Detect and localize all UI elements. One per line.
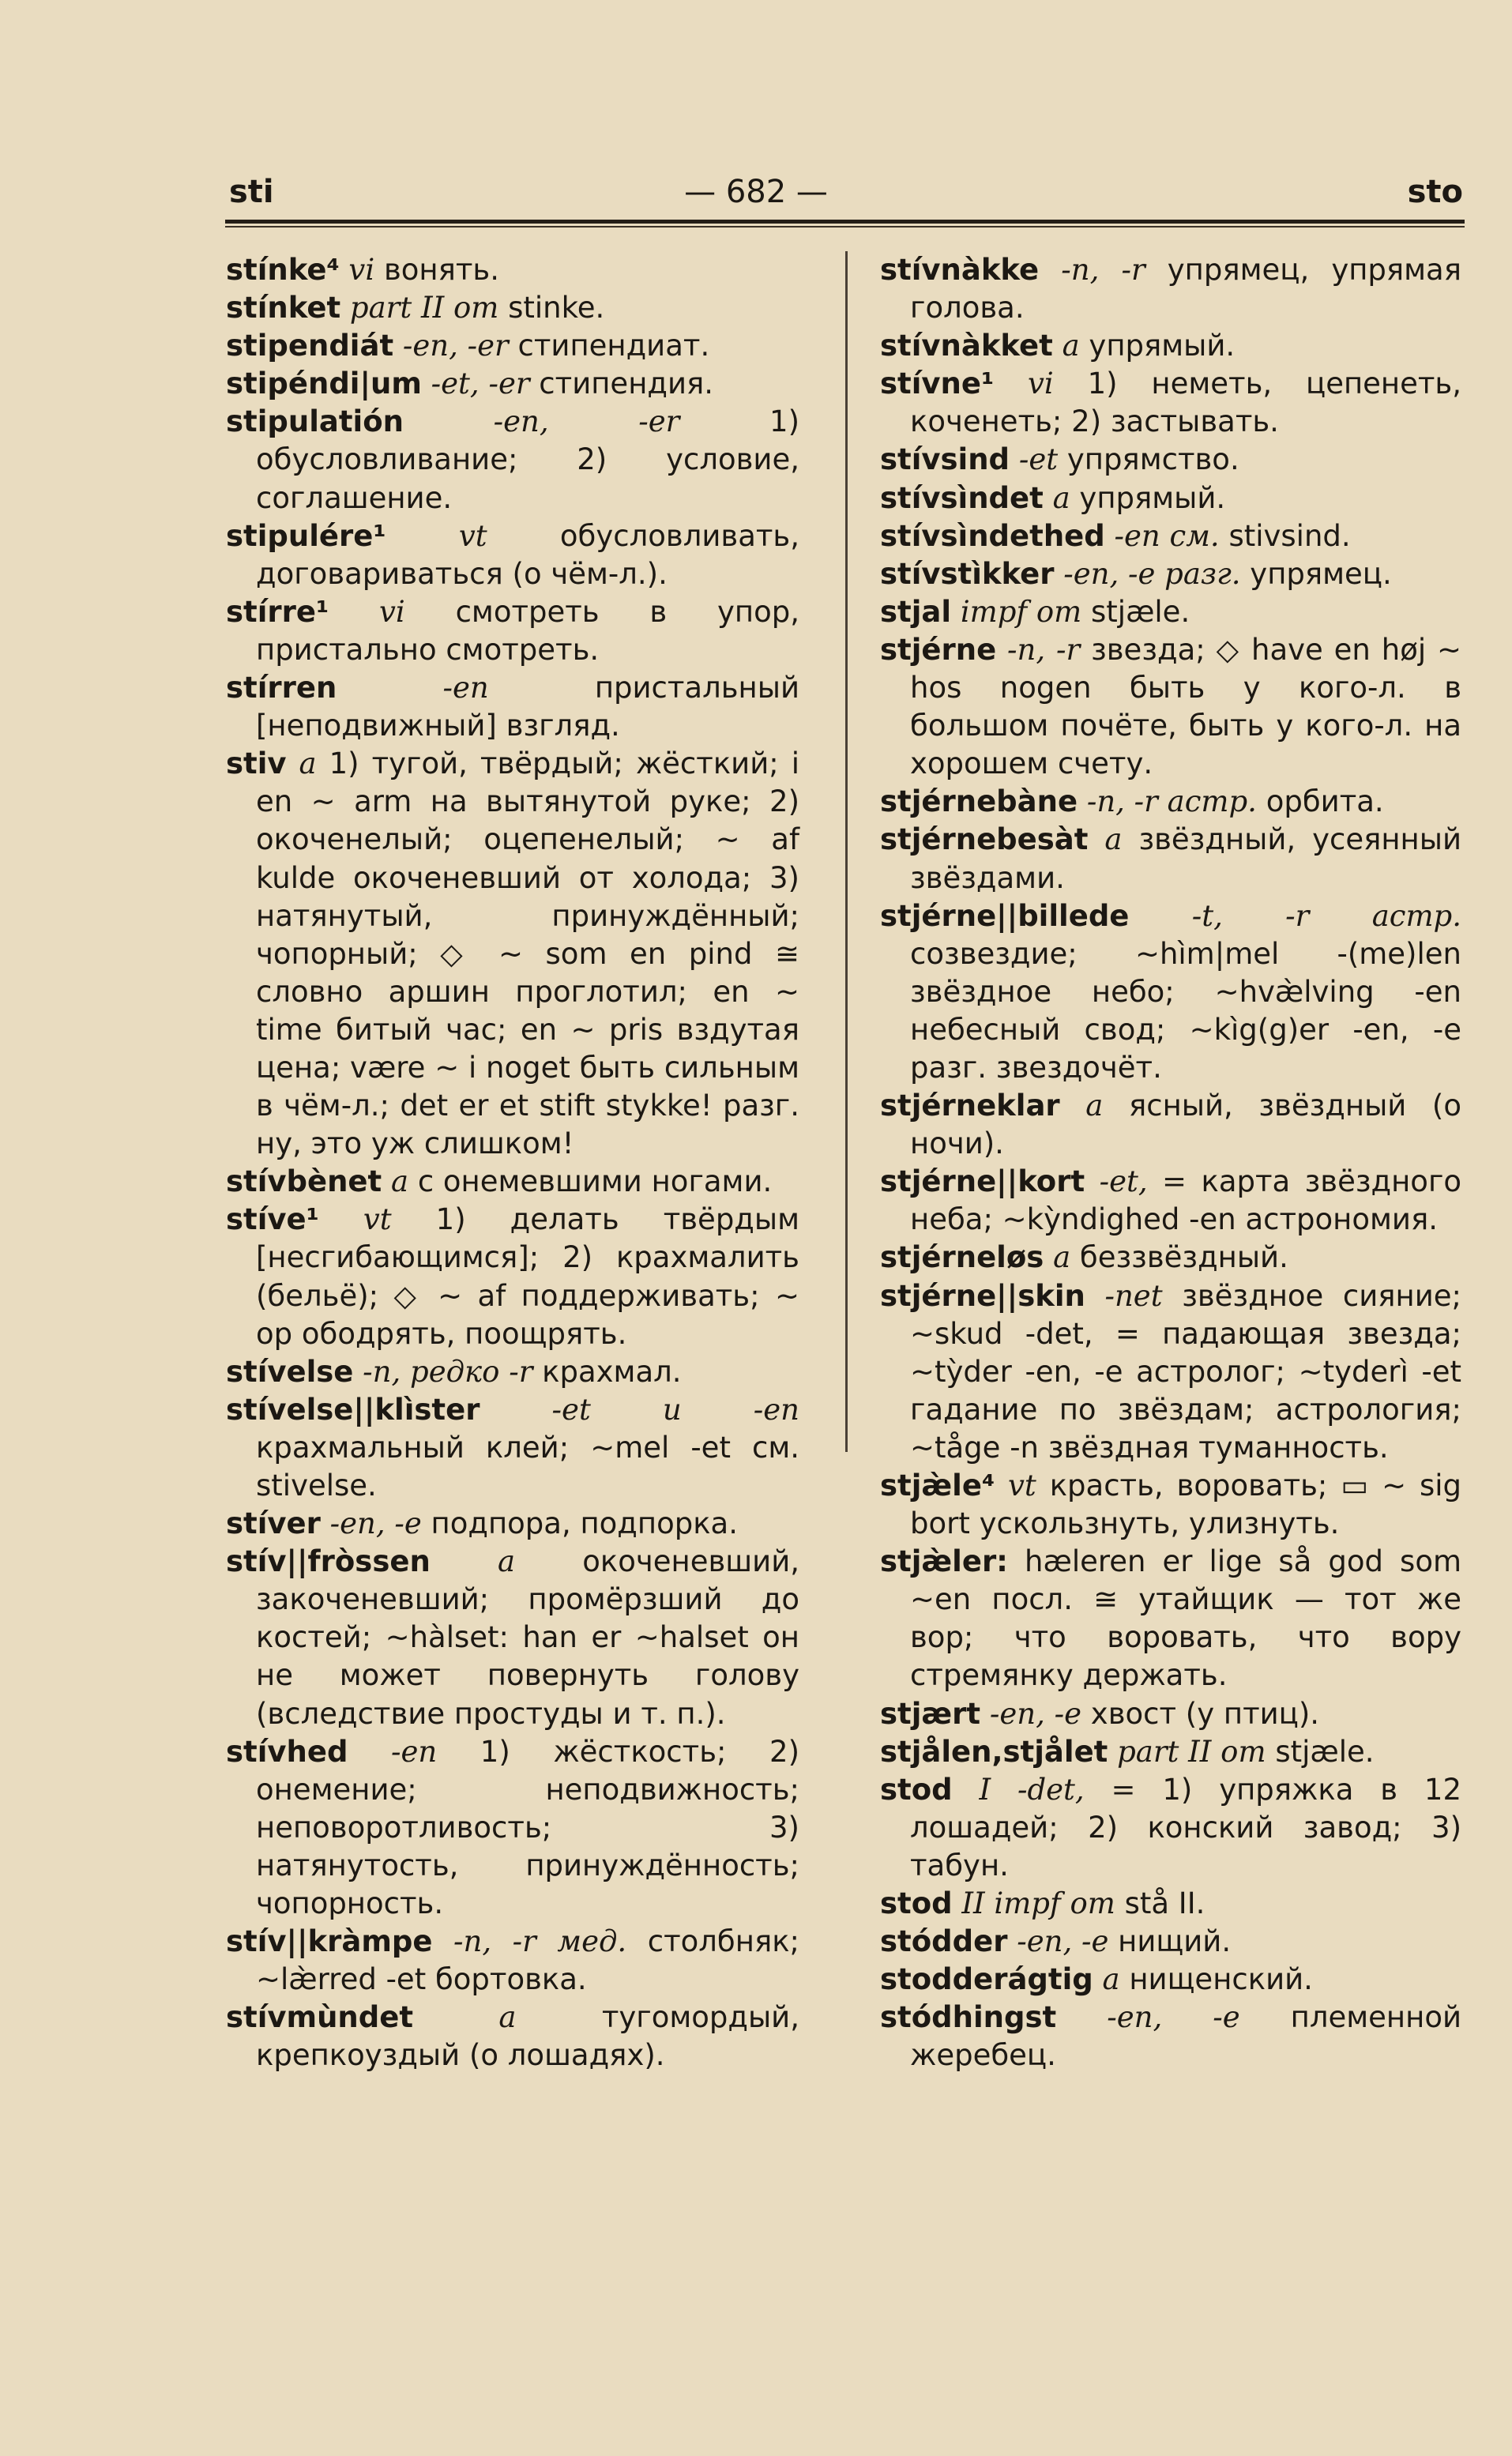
entry-grammar: -n, -r мед. xyxy=(453,1924,627,1959)
dictionary-entry xyxy=(866,1695,1461,1733)
dictionary-entry xyxy=(866,517,1461,555)
entry-definition: stjæle. xyxy=(1091,594,1190,629)
entry-headword: stjérne||kort xyxy=(880,1164,1085,1199)
entry-definition: 1) делать твёрдым [несгибающимся]; 2) крахмалить (бельё); ◇ ~ af поддерживать; ~ op ободрять, поощрять. xyxy=(256,1202,800,1351)
header-rule-thin xyxy=(225,226,1465,228)
entry-definition: stivsind. xyxy=(1228,518,1351,553)
entry-headword: stívne¹ xyxy=(880,367,995,401)
header-guide-word-left: sti xyxy=(229,174,274,210)
entry-grammar: a xyxy=(1053,1240,1071,1275)
entry-grammar: vi xyxy=(1028,367,1054,401)
page-number: — 682 — xyxy=(684,174,828,210)
entry-definition: звезда; ◇ have en høj ~ hos nogen быть у кого-л. в большом почёте, быть у кого-л. на хорошем счету. xyxy=(910,632,1461,781)
dictionary-entry xyxy=(212,1505,799,1543)
entry-grammar: a xyxy=(299,747,317,781)
entry-definition: упрямец. xyxy=(1250,556,1392,591)
entry-definition: стипендия. xyxy=(539,367,714,401)
dictionary-entry xyxy=(212,1543,799,1732)
entry-headword: stipéndi|um xyxy=(226,367,422,401)
column-divider xyxy=(845,251,848,1452)
entry-definition: стипендиат. xyxy=(517,329,710,363)
entry-headword: stívsìndethed xyxy=(880,518,1105,553)
entry-definition: hæleren er lige så god som ~en посл. ≅ утайщик — тот же вор; что воровать, что вору стремянку держать. xyxy=(910,1544,1461,1693)
entry-grammar: -et и -en xyxy=(551,1392,799,1427)
dictionary-entry xyxy=(866,1163,1461,1239)
dictionary-entry xyxy=(212,1999,799,2074)
entry-grammar: -en, -er xyxy=(493,404,680,439)
dictionary-entry xyxy=(866,1087,1461,1163)
entry-definition: крахмальный клей; ~mel -et см. stivelse. xyxy=(256,1430,799,1503)
entry-headword: stod xyxy=(880,1886,953,1921)
entry-grammar: -en, -e разг. xyxy=(1063,556,1241,591)
entry-definition: 1) неметь, цепенеть, коченеть; 2) застывать. xyxy=(910,367,1461,439)
entry-headword: stív||kràmpe xyxy=(226,1924,433,1959)
entry-headword: stívbènet xyxy=(226,1164,382,1199)
entry-definition: красть, воровать; ▭ ~ sig bort ускользнуть, улизнуть. xyxy=(910,1469,1461,1541)
entry-definition: нищенский. xyxy=(1129,1962,1313,1997)
entry-definition: с онемевшими ногами. xyxy=(417,1164,773,1199)
header-rule xyxy=(225,220,1465,224)
entry-definition: упрямец, упрямая голова. xyxy=(910,253,1461,325)
entry-definition: окоченевший, закоченевший; промёрзший до костей; ~hàlset: han er ~halset он не может повернуть голову (вследствие простуды и т. п.). xyxy=(256,1544,800,1731)
entry-headword: stodderágtig xyxy=(880,1962,1093,1997)
entry-grammar: vt xyxy=(458,518,487,553)
entry-grammar: -et xyxy=(1018,442,1059,477)
dictionary-entry xyxy=(866,821,1461,897)
right-column xyxy=(866,251,1461,2075)
dictionary-entry xyxy=(212,1353,799,1391)
entry-headword: stjæ̀le⁴ xyxy=(880,1469,995,1503)
dictionary-entry xyxy=(212,365,799,403)
entry-grammar: vi xyxy=(348,253,375,287)
dictionary-entry xyxy=(866,251,1461,327)
entry-grammar: a xyxy=(1062,329,1080,363)
entry-definition: карта звёздного неба; ~kỳndighed -en астрономия. xyxy=(910,1164,1462,1237)
entry-definition: племенной жеребец. xyxy=(910,2000,1462,2073)
dictionary-entry xyxy=(866,1961,1461,1999)
entry-headword: stívstìkker xyxy=(880,556,1055,591)
entry-headword: stínket xyxy=(226,291,341,325)
dictionary-entry xyxy=(866,555,1461,593)
dictionary-entry xyxy=(212,327,799,365)
entry-definition: 1) тугой, твёрдый; жёсткий; i en ~ arm на вытянутой руке; 2) окоченелый; оцепенелый; ~ af kulde окоченевший от холода; 3) натянутый, принуждённый; чопорный; ◇ ~ som en pind ≅ словно аршин проглотил; en ~ time битый час; en ~ pris вздутая цена; være ~ i noget быть сильным в чём-л.; det er et stift stykke! разг. ну, это уж слишком! xyxy=(256,747,800,1161)
entry-grammar: -en xyxy=(442,671,489,705)
dictionary-entry xyxy=(866,1277,1461,1467)
entry-grammar: part II om xyxy=(1117,1734,1266,1769)
entry-grammar: impf om xyxy=(960,594,1082,629)
entry-headword: stjålen,stjålet xyxy=(880,1734,1108,1769)
dictionary-entry xyxy=(212,1163,799,1201)
entry-grammar: -net xyxy=(1104,1278,1163,1313)
entry-definition: упрямый. xyxy=(1089,329,1236,363)
entry-definition: звёздный, усеянный звёздами. xyxy=(910,822,1462,895)
entry-headword: stívhed xyxy=(226,1734,348,1769)
dictionary-entry xyxy=(212,1923,799,1999)
entry-definition: обусловливать, договариваться (о чём-л.). xyxy=(256,518,800,591)
entry-headword: stírren xyxy=(226,671,337,705)
entry-headword: stiv xyxy=(226,747,287,781)
entry-grammar: vi xyxy=(379,594,405,629)
entry-definition: орбита. xyxy=(1266,784,1384,819)
entry-grammar: -n, редко -r xyxy=(363,1354,533,1389)
entry-headword: stod xyxy=(880,1772,953,1807)
dictionary-entry xyxy=(212,251,799,289)
entry-grammar: a xyxy=(1104,822,1123,857)
entry-grammar: a xyxy=(1052,480,1070,515)
entry-definition: stå II. xyxy=(1124,1886,1205,1921)
entry-definition: stinke. xyxy=(508,291,605,325)
entry-definition: звёздное сияние; ~skud -det, = падающая звезда; ~tỳder -en, -e астролог; ~tyderì -et гадание по звёздам; астрология; ~tåge -n звёздная туманность. xyxy=(910,1278,1461,1465)
entry-definition: подпора, подпорка. xyxy=(431,1506,738,1541)
entry-grammar: -en см. xyxy=(1114,518,1220,553)
entry-headword: stódhingst xyxy=(880,2000,1057,2035)
entry-grammar: a xyxy=(390,1164,409,1199)
entry-headword: stipendiát xyxy=(226,329,394,363)
entry-grammar: -en, -er xyxy=(402,329,509,363)
entry-grammar: II impf om xyxy=(961,1886,1115,1921)
entry-definition: 1) обусловливание; 2) условие, соглашение. xyxy=(256,404,800,515)
dictionary-entry xyxy=(212,1391,799,1505)
entry-headword: stínke⁴ xyxy=(226,253,340,287)
header-guide-word-right: sto xyxy=(1407,174,1463,210)
entry-grammar: a xyxy=(498,2000,517,2035)
entry-grammar: a xyxy=(1102,1962,1120,1997)
entry-headword: stjérne||billede xyxy=(880,898,1130,933)
entry-headword: stjal xyxy=(880,594,952,629)
entry-headword: stjérne xyxy=(880,632,997,667)
dictionary-entry xyxy=(866,783,1461,821)
entry-grammar: -en, -e xyxy=(989,1696,1082,1731)
entry-definition: тугомордый, крепкоуздый (о лошадях). xyxy=(256,2000,799,2073)
entry-headword: stjæ̀ler: xyxy=(880,1544,1008,1579)
dictionary-entry xyxy=(866,327,1461,365)
entry-definition: смотреть в упор, пристально смотреть. xyxy=(256,594,800,667)
entry-headword: stív||fròssen xyxy=(226,1544,431,1579)
entry-definition: крахмал. xyxy=(542,1354,682,1389)
entry-grammar: -en xyxy=(391,1734,438,1769)
dictionary-entry xyxy=(212,593,799,669)
entry-headword: stívnàkke xyxy=(880,253,1040,287)
entry-definition: упрямый. xyxy=(1079,480,1226,515)
entry-grammar: -et, -er xyxy=(431,367,530,401)
entry-headword: stipulére¹ xyxy=(226,518,386,553)
entry-definition: упрямство. xyxy=(1066,442,1239,477)
dictionary-entry xyxy=(212,517,799,593)
entry-definition: ясный, звёздный (о ночи). xyxy=(910,1089,1462,1161)
entry-grammar: -t, -r астр. xyxy=(1191,898,1462,933)
entry-grammar: a xyxy=(498,1544,516,1579)
dictionary-entry xyxy=(866,1999,1461,2074)
entry-definition: хвост (у птиц). xyxy=(1090,1696,1320,1731)
entry-headword: stívmùndet xyxy=(226,2000,414,2035)
entry-headword: stívsind xyxy=(880,442,1010,477)
dictionary-entry xyxy=(212,403,799,517)
entry-definition: столбняк; ~læ̀rred -et бортовка. xyxy=(256,1924,800,1997)
dictionary-entry xyxy=(866,1771,1461,1885)
dictionary-entry xyxy=(212,745,799,1163)
entry-definition: вонять. xyxy=(383,253,499,287)
entry-grammar: -et, = xyxy=(1099,1164,1187,1199)
entry-headword: stjérnebesàt xyxy=(880,822,1089,857)
entry-definition: stjæle. xyxy=(1275,1734,1375,1769)
entry-definition: нищий. xyxy=(1118,1924,1232,1959)
dictionary-entry xyxy=(212,289,799,327)
dictionary-entry xyxy=(866,631,1461,783)
dictionary-entry xyxy=(212,1201,799,1352)
entry-grammar: a xyxy=(1085,1089,1104,1123)
entry-definition: созвездие; ~hìm|mel -(me)len звёздное небо; ~hvæ̀lving -en небесный свод; ~kìg(g)er -en, -e разг. звездочёт. xyxy=(910,936,1461,1085)
entry-headword: stódder xyxy=(880,1924,1008,1959)
entry-grammar: -n, -r xyxy=(1007,632,1081,667)
entry-headword: stjérneklar xyxy=(880,1089,1060,1123)
entry-headword: stjært xyxy=(880,1696,981,1731)
entry-grammar: part II om xyxy=(349,291,499,325)
left-column xyxy=(212,251,799,2075)
dictionary-entry xyxy=(866,1885,1461,1923)
dictionary-entry xyxy=(866,480,1461,517)
dictionary-entry xyxy=(866,897,1461,1087)
entry-grammar: -en, -e xyxy=(1017,1924,1109,1959)
dictionary-entry xyxy=(866,593,1461,631)
entry-headword: stjérne||skin xyxy=(880,1278,1085,1313)
entry-headword: stjérnebàne xyxy=(880,784,1078,819)
dictionary-entry xyxy=(212,1733,799,1923)
entry-headword: stíver xyxy=(226,1506,321,1541)
entry-grammar: -n, -r астр. xyxy=(1086,784,1257,819)
dictionary-entry xyxy=(212,669,799,745)
entry-definition: 1) упряжка в 12 лошадей; 2) конский завод; 3) табун. xyxy=(910,1772,1461,1882)
dictionary-entry xyxy=(866,1239,1461,1277)
entry-headword: stívsìndet xyxy=(880,480,1044,515)
dictionary-entry xyxy=(866,1543,1461,1694)
entry-headword: stíve¹ xyxy=(226,1202,319,1237)
entry-definition: пристальный [неподвижный] взгляд. xyxy=(256,671,800,743)
entry-grammar: vt xyxy=(363,1202,392,1237)
dictionary-entry xyxy=(866,1733,1461,1771)
entry-definition: 1) жёсткость; 2) онемение; неподвижность; неповоротливость; 3) натянутость, принуждённость; чопорность. xyxy=(256,1734,800,1921)
entry-grammar: -en, -e xyxy=(1107,2000,1240,2035)
entry-headword: stívelse xyxy=(226,1354,354,1389)
dictionary-entry xyxy=(866,365,1461,441)
entry-headword: stívnàkket xyxy=(880,329,1053,363)
dictionary-entry xyxy=(866,1467,1461,1543)
entry-grammar: vt xyxy=(1008,1469,1036,1503)
entry-headword: stjérneløs xyxy=(880,1240,1044,1275)
dictionary-entry xyxy=(866,1923,1461,1961)
entry-grammar: -en, -e xyxy=(329,1506,422,1541)
entry-headword: stírre¹ xyxy=(226,594,329,629)
entry-headword: stívelse||klìster xyxy=(226,1392,480,1427)
entry-headword: stipulatión xyxy=(226,404,404,439)
dictionary-entry xyxy=(866,441,1461,479)
entry-grammar: I -det, = xyxy=(979,1772,1136,1807)
entry-definition: беззвёздный. xyxy=(1079,1240,1288,1275)
entry-grammar: -n, -r xyxy=(1061,253,1145,287)
